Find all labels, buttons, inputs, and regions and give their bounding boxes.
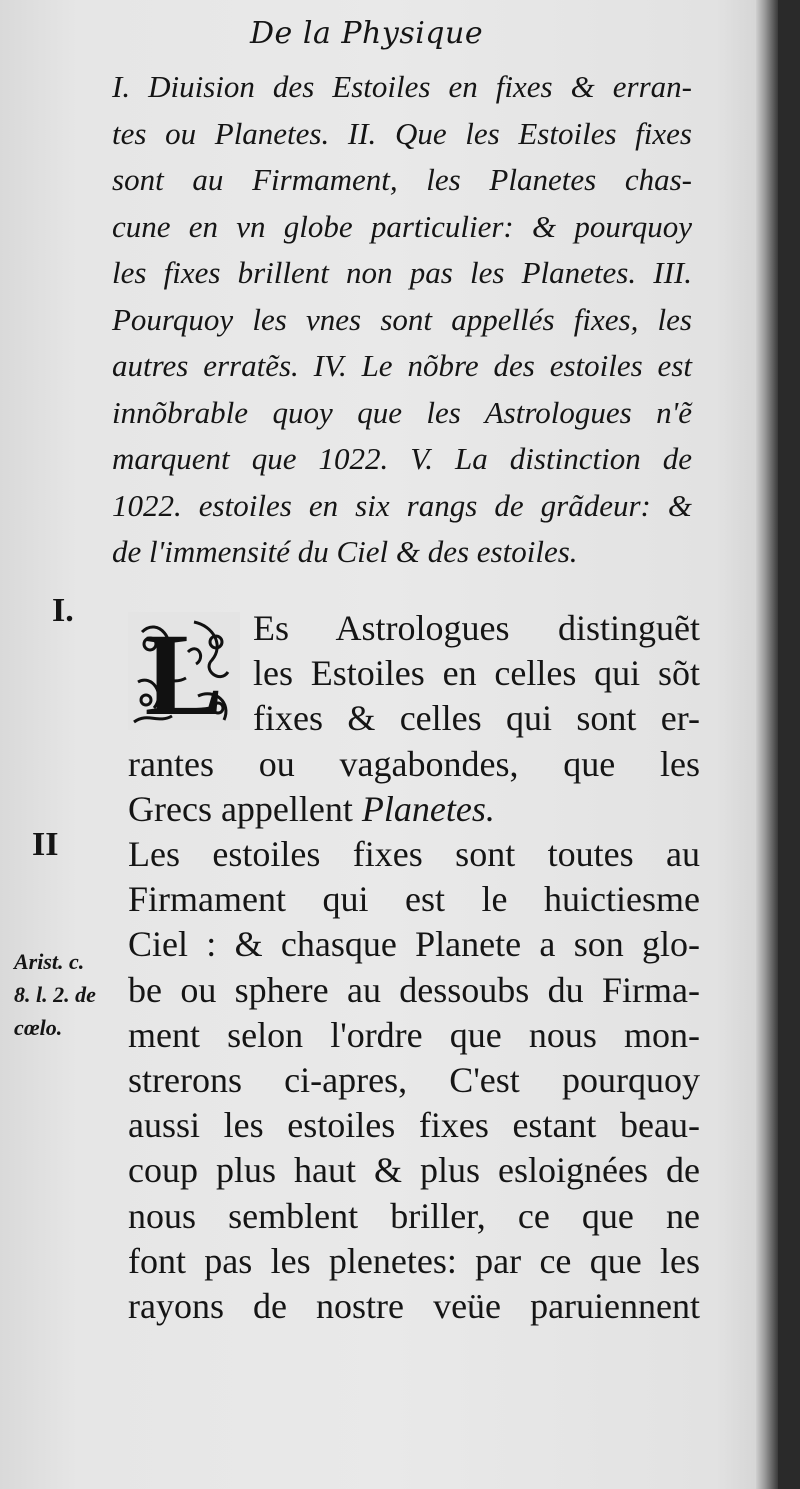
- body-line: aussi les estoiles fixes estant beau-: [128, 1105, 700, 1146]
- margin-section-2: II: [32, 826, 59, 863]
- body-line-text: Les estoiles fixes sont toutes au: [128, 834, 700, 875]
- margin-reference-line: Arist. c.: [14, 949, 85, 974]
- summary-line: cune en vn globe particulier: & pourquoy: [112, 208, 692, 244]
- body-line: fixes & celles qui sont er-: [253, 698, 700, 739]
- summary-line: sont au Firmament, les Planetes chas-: [112, 162, 692, 197]
- body-line: Firmament qui est le huictiesme: [128, 879, 700, 920]
- body-line: rayons de nostre veüe paruiennent: [128, 1286, 700, 1327]
- summary-line: innõbrable quoy que les Astrologues n'ẽ: [112, 394, 692, 430]
- chapter-summary: [112, 64, 692, 576]
- body-line: rantes ou vagabondes, que les: [128, 743, 700, 784]
- italic-term: Planetes.: [361, 788, 495, 829]
- body-line: coup plus haut & plus esloignées de: [128, 1150, 700, 1191]
- dropcap-letter: L: [144, 612, 224, 730]
- body-line: be ou sphere au dessoubs du Firma-: [128, 969, 700, 1010]
- running-title: De la Physique: [250, 16, 484, 51]
- margin-section-1: I.: [52, 592, 74, 629]
- page-edge-shadow: [756, 0, 778, 1489]
- body-line: font pas les plenetes: par ce que les: [128, 1240, 700, 1281]
- summary-line: tes ou Planetes. II. Que les Estoiles fixes: [112, 115, 692, 151]
- summary-line: marquent que 1022. V. La distinction de: [112, 441, 692, 476]
- body-line: Ciel : & chasque Planete a son glo-: [128, 924, 700, 965]
- summary-line: I. Diuision des Estoiles en fixes & erran-: [112, 69, 692, 104]
- body-line: ment selon l'ordre que nous mon-: [128, 1014, 700, 1055]
- body-line-text: Grecs appellent: [128, 788, 362, 829]
- body-line: [128, 787, 700, 832]
- summary-line: de l'immensité du Ciel & des estoiles.: [112, 534, 578, 569]
- body-line: strerons ci-apres, C'est pourquoy: [128, 1060, 700, 1101]
- margin-reference: [14, 945, 124, 1044]
- summary-line: autres erratẽs. IV. Le nõbre des estoiles est: [112, 348, 692, 383]
- body-line: les Estoiles en celles qui sõt: [253, 653, 700, 694]
- body-text: [128, 606, 700, 1329]
- body-line: Es Astrologues distinguẽt: [253, 608, 700, 648]
- body-line: nous semblent briller, ce que ne: [128, 1195, 700, 1236]
- summary-line: Pourquoy les vnes sont appellés fixes, les: [112, 301, 692, 337]
- summary-line: 1022. estoiles en six rangs de grãdeur: &: [112, 487, 692, 523]
- margin-reference-line: 8. l. 2. de: [14, 982, 96, 1007]
- body-line: [128, 832, 700, 877]
- margin-reference-line: cœlo.: [14, 1015, 63, 1040]
- summary-line: les fixes brillent non pas les Planetes. III.: [112, 255, 692, 290]
